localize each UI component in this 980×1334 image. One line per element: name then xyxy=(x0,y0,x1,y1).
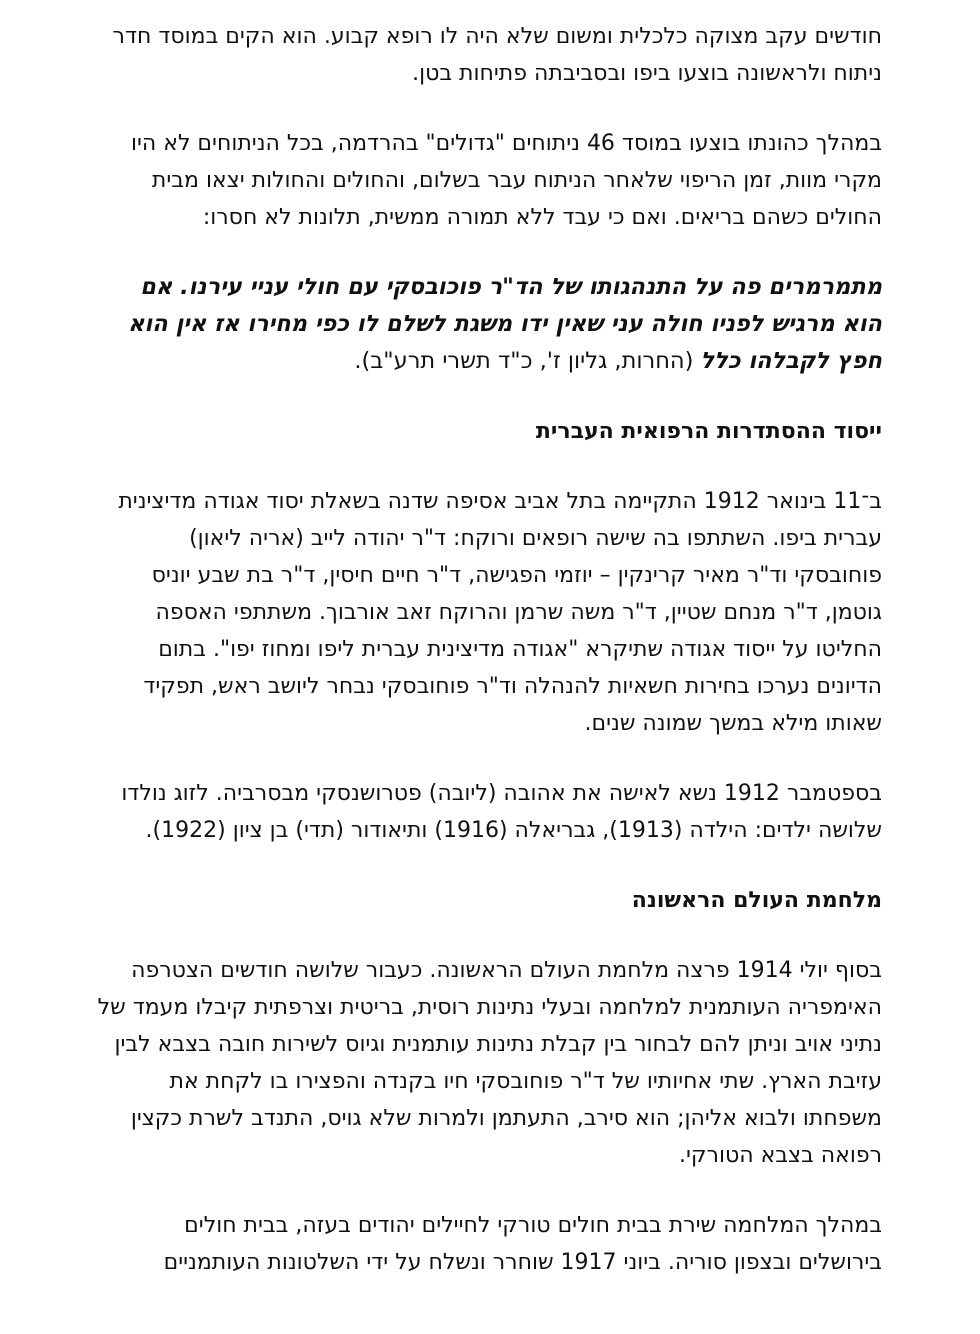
quote-citation: (החרות, גליון ז', כ"ד תשרי תרע"ב). xyxy=(354,348,701,374)
quote-text: מתמרמרים פה על התנהגותו של הד"ר פוכובסקי עם חולי עניי עירנו. אם הוא מרגיש לפניו חולה עני שאין ידו משגת לשלם לו כפי מחירו אז אין הוא חפץ לקבלהו כלל xyxy=(128,274,882,374)
section-heading-world-war-one: מלחמת העולם הראשונה xyxy=(631,888,882,913)
paragraph-war-service: במהלך המלחמה שירת בבית חולים טורקי לחיילים יהודים בעזה, בבית חולים בירושלים ובצפון סוריה. ביוני 1917 שוחרר ונשלח על ידי השלטונות העותמניים xyxy=(163,1213,882,1275)
paragraph-marriage: בספטמבר 1912 נשא לאישה את אהובה (ליובה) פטרושנסקי מבסרביה. לזוג נולדו שלושה ילדים: הילדה (1913), גבריאלה (1916) ותיאודור (תדי) בן ציון (1922). xyxy=(121,781,882,843)
newspaper-quote xyxy=(96,269,882,380)
paragraph-operations-count: במהלך כהונתו בוצעו במוסד 46 ניתוחים "גדולים" בהרדמה, בכל הניתוחים לא היו מקרי מוות, זמן הריפוי שלאחר הניתוח עבר בשלום, והחולים והחולות יצאו מבית החולים כשהם בריאים. ואם כי עבד ללא תמורה ממשית, תלונות לא חסרו: xyxy=(130,131,882,230)
paragraph-surgery-room: חודשים עקב מצוקה כלכלית ומשום שלא היה לו רופא קבוע. הוא הקים במוסד חדר ניתוח ולראשונה בוצעו ביפו ובסביבתה פתיחות בטן. xyxy=(112,24,882,86)
paragraph-war-outbreak: בסוף יולי 1914 פרצה מלחמת העולם הראשונה. כעבור שלושה חודשים הצטרפה האימפריה העותמנית למלחמה ובעלי נתינות רוסית, בריטית וצרפתית קיבלו מעמד של נתיני אויב וניתן להם לבחור בין קבלת נתינות עותמנית וגיוס לשירות חובה בצבא לבין עזיבת הארץ. שתי אחיותיו של ד"ר פוחובסקי חיו בקנדה והפצירו בו לקחת את משפחתו ולבוא אליהן; הוא סירב, התעתמן ולמרות שלא גויס, התנדב לשרת כקצין רפואה בצבא הטורקי. xyxy=(97,958,882,1168)
section-heading-medical-association: ייסוד ההסתדרות הרפואית העברית xyxy=(535,419,882,444)
paragraph-association-founding: ב־11 בינואר 1912 התקיימה בתל אביב אסיפה שדנה בשאלת יסוד אגודה מדיצינית עברית ביפו. השתתפו בה שישה רופאים ורוקח: ד"ר יהודה לייב (אריה ליאון) פוחובסקי וד"ר מאיר קרינקין – יוזמי הפגישה, ד"ר חיים חיסין, ד"ר בת שבע יוניס גוטמן, ד"ר מנחם שטיין, ד"ר משה שרמן והרוקח זאב אורבוך. משתתפי האספה החליטו על ייסוד אגודה שתיקרא "אגודה מדיצינית עברית ליפו ומחוז יפו". בתום הדיונים נערכו בחירות חשאיות להנהלה וד"ר פוחובסקי נבחר ליושב ראש, תפקיד שאותו מילא במשך שמונה שנים. xyxy=(118,489,882,736)
